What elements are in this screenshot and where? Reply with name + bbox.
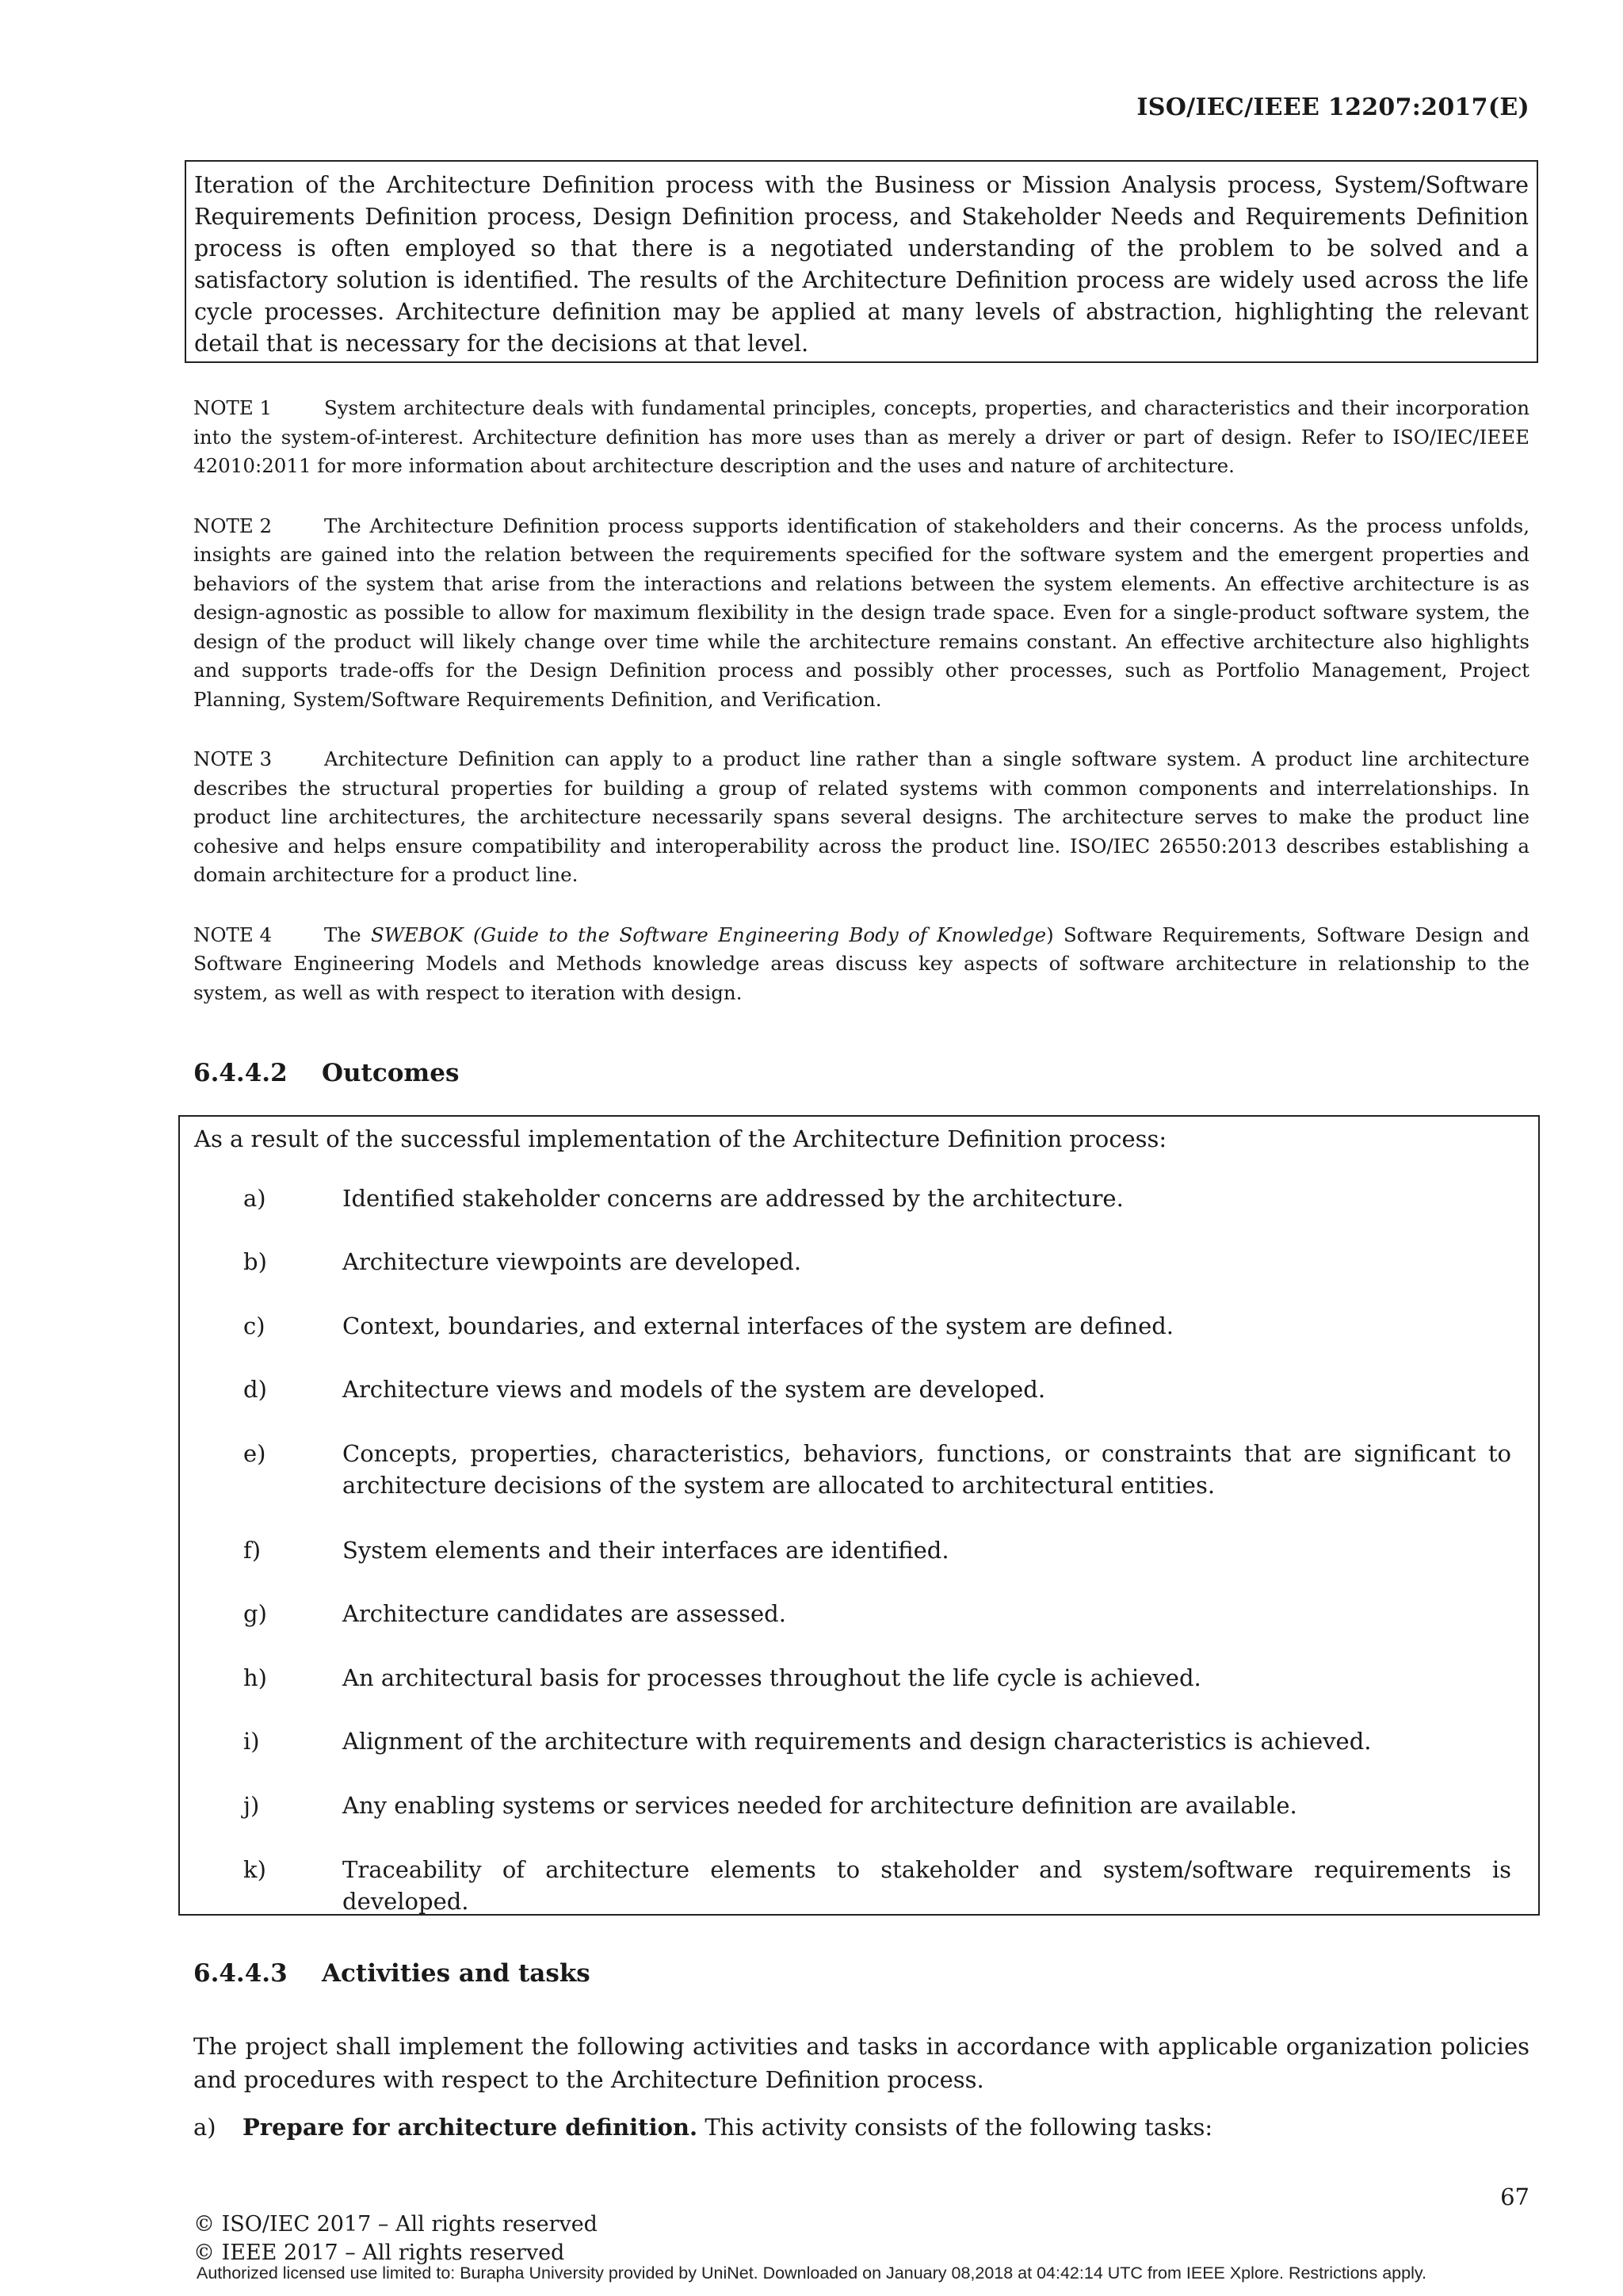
outcome-text: Alignment of the architecture with requirements and design characteristics is achieved.	[342, 1728, 1372, 1755]
note-text: Architecture Definition can apply to a product line rather than a single software system. A product line architecture describes the structural properties for building a group of related systems with common components and interrelationships. In product line architectures, the architecture necessarily spans several designs. The architecture serves to make the product line cohesive and helps ensure compatibility and interoperability across the product line. ISO/IEC 26550:2013 describes establishing a domain architecture for a product line.	[193, 747, 1529, 886]
outcome-text: System elements and their interfaces are identified.	[342, 1537, 949, 1564]
outcome-label: h)	[243, 1664, 267, 1691]
copyright-ieee: © IEEE 2017 – All rights reserved	[193, 2241, 565, 2265]
outcome-text: Architecture candidates are assessed.	[342, 1600, 786, 1627]
page-number: 67	[1500, 2183, 1529, 2210]
outcome-label: j)	[243, 1792, 260, 1819]
outcome-item	[243, 1534, 1511, 1566]
note-label: NOTE 4	[193, 923, 273, 946]
activity-title: Prepare for architecture definition.	[242, 2114, 698, 2141]
outcome-item	[243, 1246, 1511, 1278]
outcome-text: An architectural basis for processes throughout the life cycle is achieved.	[342, 1664, 1201, 1691]
outcomes-intro: As a result of the successful implementation of the Architecture Definition process:	[194, 1125, 1167, 1152]
outcomes-heading	[193, 1059, 459, 1087]
outcome-item	[243, 1438, 1511, 1501]
outcome-item	[243, 1662, 1511, 1694]
activities-intro: The project shall implement the following activities and tasks in accordance with applicable organization policies and procedures with respect to the Architecture Definition process.	[193, 2033, 1529, 2093]
note-label: NOTE 2	[193, 514, 273, 537]
note-1	[193, 394, 1529, 481]
outcome-label: k)	[243, 1856, 266, 1883]
note-3	[193, 745, 1529, 890]
outcome-label: c)	[243, 1312, 265, 1339]
activities-heading	[193, 1959, 590, 1988]
outcome-text: Any enabling systems or services needed for architecture definition are available.	[342, 1792, 1297, 1819]
intro-box: Iteration of the Architecture Definition process with the Business or Mission Analysis process, System/Software Requirements Definition process, Design Definition process, and Stakeholder Needs and Requirements Definition process is often employed so that there is a negotiated understanding of the problem to be solved and a satisfactory solution is identified. The results of the Architecture Definition process are widely used across the life cycle processes. Architecture definition may be applied at many levels of abstraction, highlighting the relevant detail that is necessary for the decisions at that level.	[185, 160, 1538, 363]
license-notice: Authorized licensed use limited to: Burapha University provided by UniNet. Downloaded on January 08,2018 at 04:42:14 UTC from IEEE Xplore. Restrictions apply.	[197, 2264, 1426, 2283]
activity-item	[193, 2111, 1212, 2143]
outcomes-box	[178, 1115, 1540, 1916]
note-text: The Architecture Definition process supports identification of stakeholders and their concerns. As the process unfolds, insights are gained into the relation between the requirements specified for the software system and the emergent properties and behaviors of the system that arise from the interactions and relations between the system elements. An effective architecture is as design-agnostic as possible to allow for maximum flexibility in the design trade space. Even for a single-product software system, the design of the product will likely change over time while the architecture remains constant. An effective architecture also highlights and supports trade-offs for the Design Definition process and possibly other processes, such as Portfolio Management, Project Planning, System/Software Requirements Definition, and Verification.	[193, 514, 1529, 711]
outcome-item	[243, 1725, 1511, 1757]
note-label: NOTE 3	[193, 747, 273, 770]
note-italic-title: SWEBOK (Guide to the Software Engineering Body of Knowledge	[370, 923, 1047, 946]
outcome-item	[243, 1598, 1511, 1629]
activity-text: This activity consists of the following tasks:	[697, 2114, 1213, 2141]
outcome-label: g)	[243, 1600, 267, 1627]
outcome-label: b)	[243, 1248, 267, 1275]
section-title: Outcomes	[322, 1059, 460, 1087]
note-text: System architecture deals with fundamental principles, concepts, properties, and characteristics and their incorporation into the system-of-interest. Architecture definition has more uses than as merely a driver or part of design. Refer to ISO/IEC/IEEE 42010:2011 for more information about architecture description and the uses and nature of architecture.	[193, 396, 1529, 477]
activity-label: a)	[193, 2114, 216, 2141]
note-text-before: The	[324, 923, 371, 946]
standard-id-header: ISO/IEC/IEEE 12207:2017(E)	[1136, 94, 1529, 121]
note-4	[193, 921, 1529, 1008]
outcome-label: e)	[243, 1440, 266, 1467]
outcome-label: i)	[243, 1728, 260, 1755]
outcome-text: Traceability of architecture elements to stakeholder and system/software requirements is developed.	[342, 1856, 1511, 1915]
outcome-label: d)	[243, 1376, 267, 1403]
outcome-text: Architecture viewpoints are developed.	[342, 1248, 802, 1275]
outcome-item	[243, 1854, 1511, 1917]
outcome-label: a)	[243, 1185, 266, 1212]
outcome-item	[243, 1310, 1511, 1342]
outcome-item	[243, 1790, 1511, 1821]
note-2	[193, 512, 1529, 715]
copyright-iso: © ISO/IEC 2017 – All rights reserved	[193, 2212, 598, 2237]
note-label: NOTE 1	[193, 396, 273, 419]
outcome-text: Context, boundaries, and external interfaces of the system are defined.	[342, 1312, 1174, 1339]
note-text-after: ) Software Requirements, Software Design and Software Engineering Models and Methods knowledge areas discuss key aspects of software architecture in relationship to the system, as well as with respect to iteration with design.	[193, 923, 1529, 1004]
outcome-text: Concepts, properties, characteristics, behaviors, functions, or constraints that are significant to architecture decisions of the system are allocated to architectural entities.	[342, 1440, 1511, 1499]
outcome-label: f)	[243, 1537, 262, 1564]
section-number: 6.4.4.2	[193, 1059, 288, 1087]
outcome-text: Identified stakeholder concerns are addressed by the architecture.	[342, 1185, 1124, 1212]
outcome-text: Architecture views and models of the system are developed.	[342, 1376, 1046, 1403]
section-number: 6.4.4.3	[193, 1959, 288, 1988]
outcome-item	[243, 1182, 1511, 1214]
notes-section	[193, 394, 1529, 1038]
outcome-item	[243, 1373, 1511, 1405]
section-title: Activities and tasks	[322, 1959, 590, 1988]
